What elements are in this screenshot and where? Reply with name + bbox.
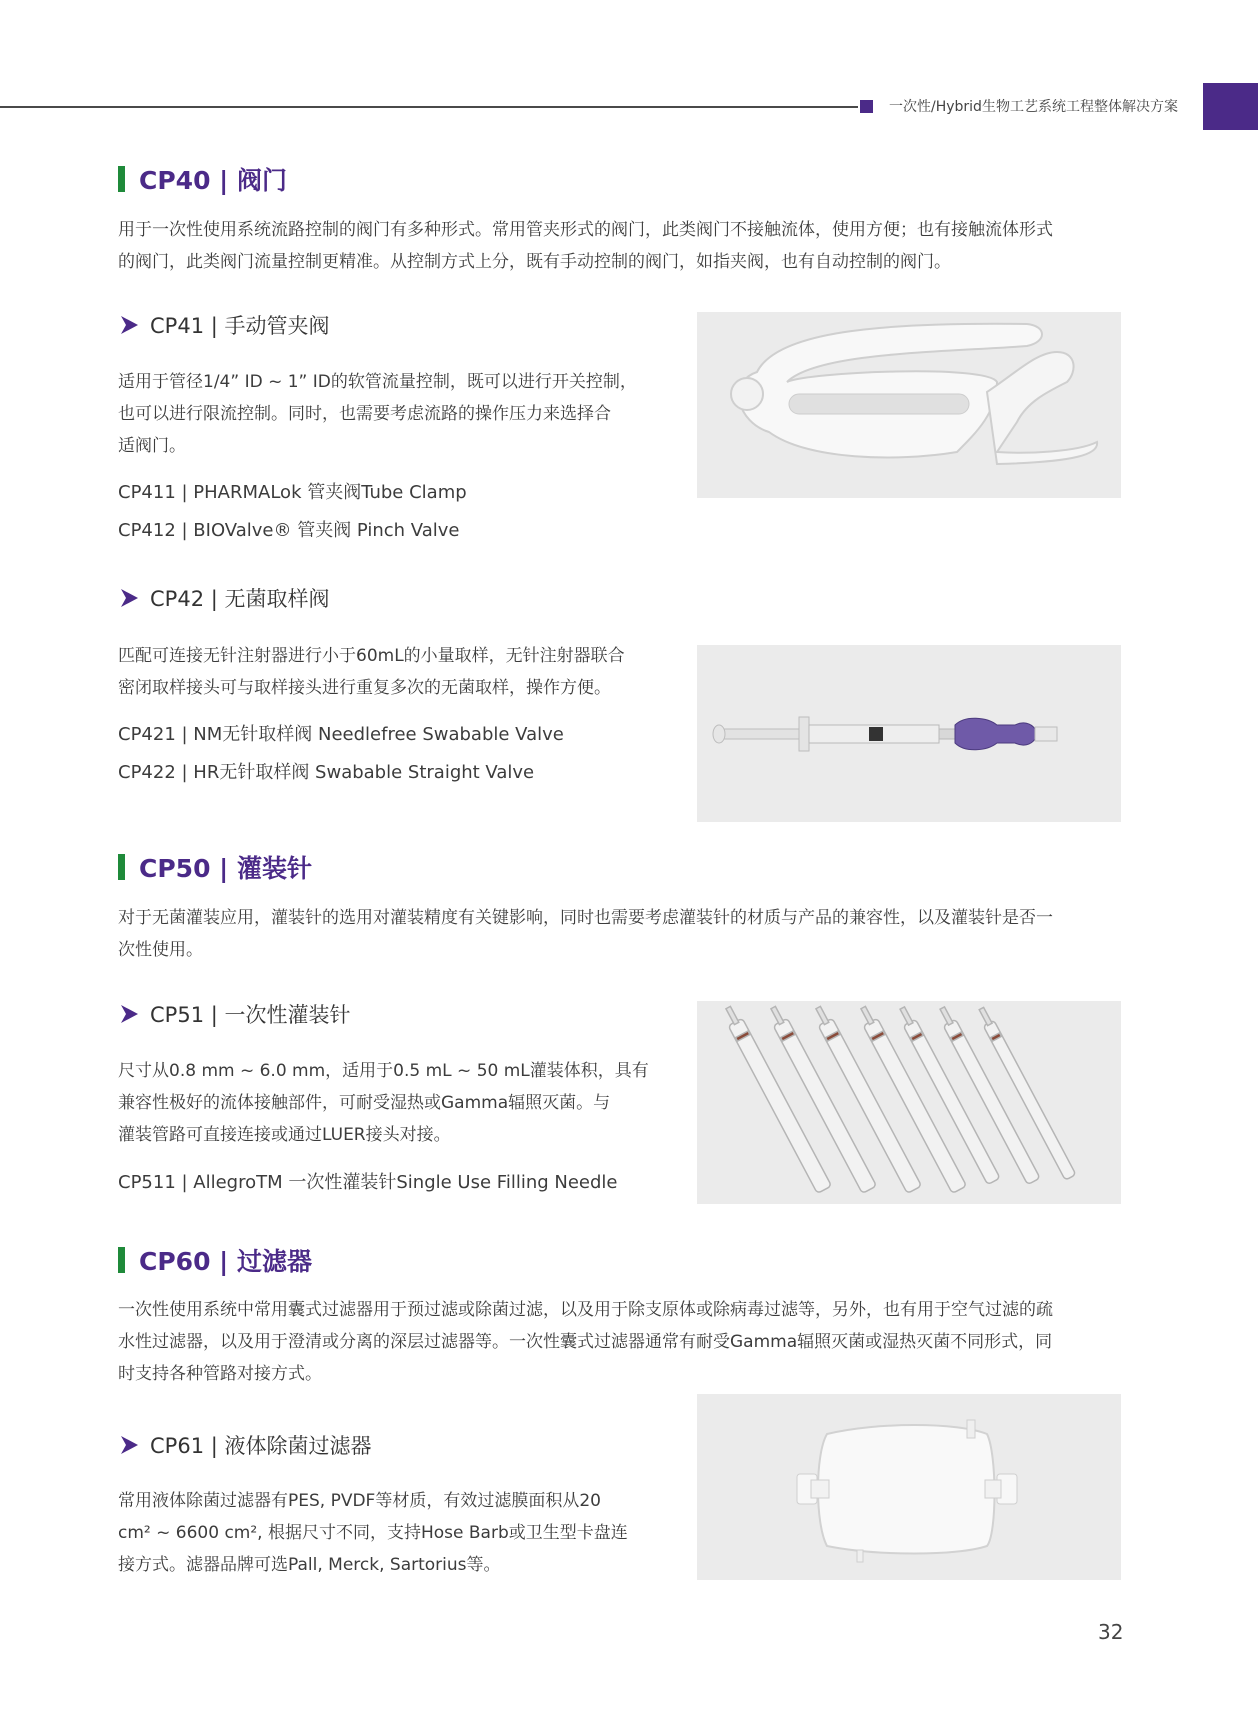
text-line: 密闭取样接头可与取样接头进行重复多次的无菌取样，操作方便。	[118, 678, 611, 698]
text-line: 兼容性极好的流体接触部件，可耐受湿热或Gamma辐照灭菌。与	[118, 1093, 611, 1113]
arrow-right-icon	[118, 587, 140, 609]
text-line: 尺寸从0.8 mm ~ 6.0 mm，适用于0.5 mL ~ 50 mL灌装体积，具有	[118, 1061, 649, 1081]
tube-clamp-image	[697, 312, 1121, 498]
text-line: 常用液体除菌过滤器有PES, PVDF等材质，有效过滤膜面积从20	[118, 1491, 601, 1511]
subsection-title-text: CP51 | 一次性灌装针	[150, 1003, 351, 1027]
text-line: 接方式。滤器品牌可选Pall, Merck, Sartorius等。	[118, 1555, 501, 1575]
section-bar-icon	[118, 854, 125, 880]
section-cp60-title	[118, 1243, 312, 1277]
text-line: 时支持各种管路对接方式。	[118, 1364, 322, 1384]
text-line: 也可以进行限流控制。同时，也需要考虑流路的操作压力来选择合	[118, 404, 611, 424]
text-line: 的阀门，此类阀门流量控制更精准。从控制方式上分，既有手动控制的阀门，如指夹阀，也有自动控制的阀门。	[118, 252, 951, 272]
text-line: 适用于管径1/4” ID ~ 1” ID的软管流量控制，既可以进行开关控制，	[118, 372, 637, 392]
product-item: CP411 | PHARMALok 管夹阀Tube Clamp	[118, 482, 467, 503]
text-line: 灌装管路可直接连接或通过LUER接头对接。	[118, 1125, 451, 1145]
section-title-text: CP40 | 阀门	[139, 166, 287, 195]
subsection-cp41-title	[118, 310, 329, 340]
cp42-description	[118, 640, 625, 704]
text-line: 一次性使用系统中常用囊式过滤器用于预过滤或除菌过滤，以及用于除支原体或除病毒过滤等，另外，也有用于空气过滤的疏	[118, 1300, 1053, 1320]
filling-needles-image	[697, 1001, 1121, 1204]
header-tab	[1203, 83, 1258, 130]
text-line: 水性过滤器，以及用于澄清或分离的深层过滤器等。一次性囊式过滤器通常有耐受Gamma辐照灭菌或湿热灭菌不同形式，同	[118, 1332, 1053, 1352]
sampling-valve-image	[697, 645, 1121, 822]
header-rule	[0, 106, 858, 108]
product-item: CP421 | NM无针取样阀 Needlefree Swabable Valve	[118, 724, 564, 745]
cp40-description	[118, 214, 1053, 278]
text-line: 对于无菌灌装应用，灌装针的选用对灌装精度有关键影响，同时也需要考虑灌装针的材质与产品的兼容性，以及灌装针是否一	[118, 908, 1053, 928]
product-item: CP412 | BIOValve® 管夹阀 Pinch Valve	[118, 520, 460, 541]
subsection-title-text: CP42 | 无菌取样阀	[150, 587, 330, 611]
subsection-cp51-title	[118, 999, 350, 1029]
cp41-description	[118, 366, 637, 462]
product-item: CP511 | AllegroTM 一次性灌装针Single Use Filling Needle	[118, 1172, 618, 1193]
section-title-text: CP60 | 过滤器	[139, 1247, 312, 1276]
cp51-description	[118, 1055, 649, 1151]
header-title: 一次性/Hybrid生物工艺系统工程整体解决方案	[889, 99, 1178, 115]
section-cp50-title	[118, 850, 312, 884]
arrow-right-icon	[118, 314, 140, 336]
subsection-cp42-title	[118, 583, 329, 613]
section-bar-icon	[118, 166, 125, 192]
arrow-right-icon	[118, 1434, 140, 1456]
header-marker	[860, 100, 873, 113]
subsection-cp61-title	[118, 1430, 371, 1460]
cp50-description	[118, 902, 1053, 966]
section-cp40-title	[118, 162, 287, 196]
subsection-title-text: CP41 | 手动管夹阀	[150, 314, 330, 338]
arrow-right-icon	[118, 1003, 140, 1025]
section-title-text: CP50 | 灌装针	[139, 854, 312, 883]
text-line: 次性使用。	[118, 940, 203, 960]
text-line: 用于一次性使用系统流路控制的阀门有多种形式。常用管夹形式的阀门，此类阀门不接触流体，使用方便；也有接触流体形式	[118, 220, 1053, 240]
page-number: 32	[1098, 1620, 1124, 1644]
cp61-description	[118, 1485, 628, 1581]
section-bar-icon	[118, 1247, 125, 1273]
text-line: 适阀门。	[118, 436, 186, 456]
subsection-title-text: CP61 | 液体除菌过滤器	[150, 1434, 372, 1458]
capsule-filter-image	[697, 1394, 1121, 1580]
text-line: cm² ~ 6600 cm², 根据尺寸不同，支持Hose Barb或卫生型卡盘连	[118, 1523, 628, 1543]
text-line: 匹配可连接无针注射器进行小于60mL的小量取样，无针注射器联合	[118, 646, 625, 666]
cp60-description	[118, 1294, 1053, 1390]
product-item: CP422 | HR无针取样阀 Swabable Straight Valve	[118, 762, 535, 783]
